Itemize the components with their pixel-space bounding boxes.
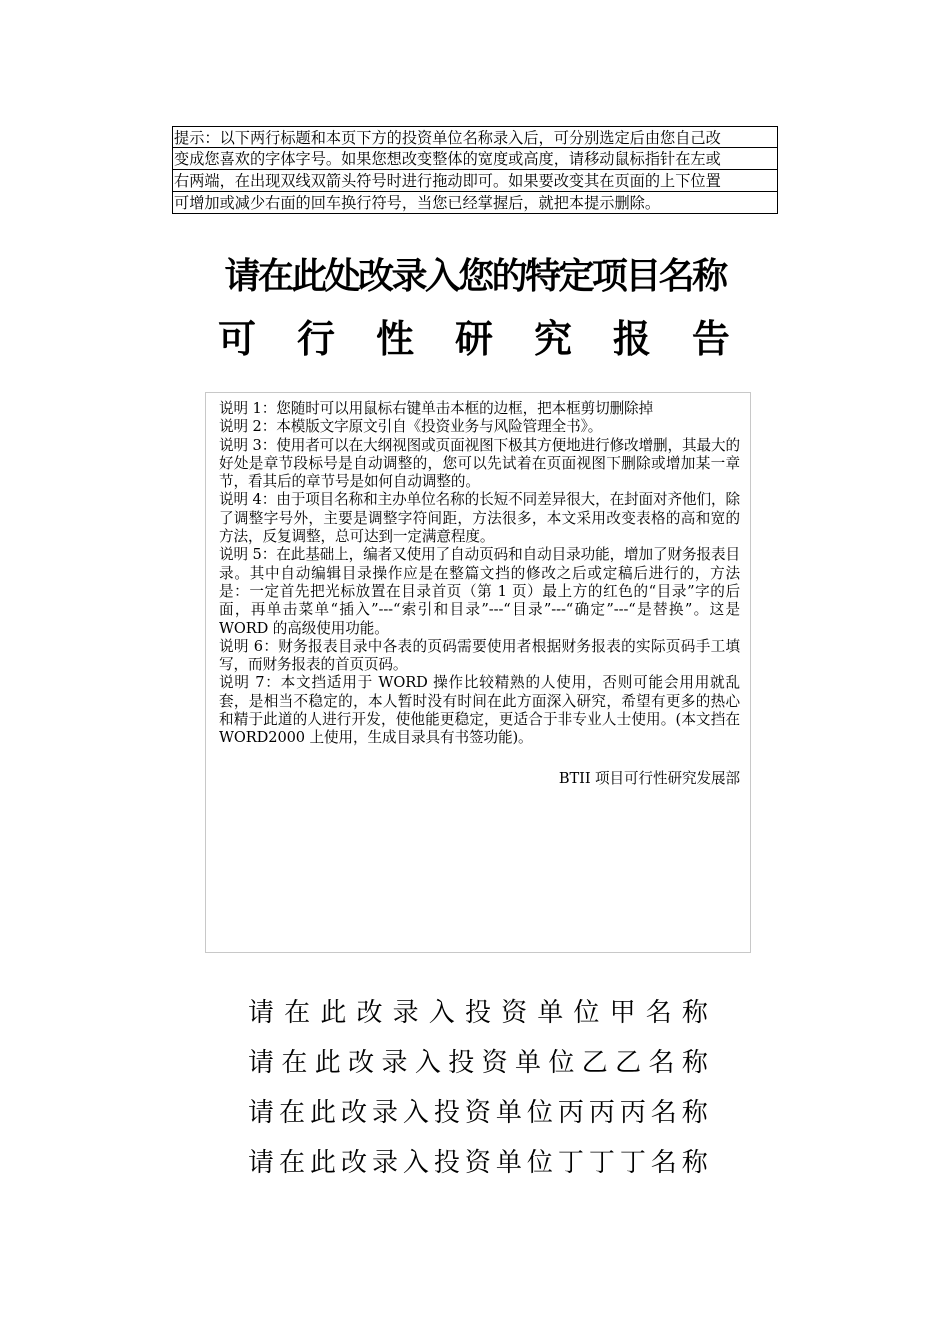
unit-name-char: 单 bbox=[495, 1148, 522, 1178]
subtitle-char: 究 bbox=[533, 316, 572, 361]
unit-name-char: 资 bbox=[464, 1098, 491, 1128]
unit-name-char: 投 bbox=[433, 1148, 460, 1178]
tip-line: 右两端，在出现双线双箭头符号时进行拖动即可。如果要改变其在页面的上下位置 bbox=[172, 170, 778, 192]
note-4: 说明 4：由于项目名称和主办单位名称的长短不同差异很大，在封面对齐他们，除了调整字号外，主要是调整字符间距，方法很多，本文采用改变表格的高和宽的方法，反复调整，总可达到一定满意程度。 bbox=[219, 491, 741, 546]
note-1: 说明 1：您随时可以用鼠标右键单击本框的边框，把本框剪切删除掉 bbox=[219, 400, 654, 417]
unit-name-char: 位 bbox=[548, 1048, 575, 1078]
note-3: 说明 3：使用者可以在大纲视图或页面视图下极其方便地进行修改增删，其最大的好处是章节段标号是自动调整的，您可以先试着在页面视图下删除或增加某一章节，看其后的章节号是如何自动调整的。 bbox=[219, 436, 741, 491]
unit-name-char: 丙 bbox=[619, 1098, 646, 1128]
unit-name-char: 丙 bbox=[588, 1098, 615, 1128]
unit-name-char: 改 bbox=[356, 998, 383, 1028]
unit-name-char: 丁 bbox=[619, 1148, 646, 1178]
unit-name-char: 入 bbox=[414, 1048, 441, 1078]
subtitle-char: 研 bbox=[454, 316, 493, 361]
unit-name-char: 在 bbox=[284, 998, 311, 1028]
unit-name-char: 资 bbox=[464, 1148, 491, 1178]
unit-name-char: 请 bbox=[248, 1048, 275, 1078]
unit-name-char: 单 bbox=[495, 1098, 522, 1128]
unit-name-char: 名 bbox=[650, 1098, 677, 1128]
unit-name-char: 丙 bbox=[557, 1098, 584, 1128]
unit-name-char: 乙 bbox=[615, 1048, 642, 1078]
unit-name-char: 请 bbox=[248, 1148, 275, 1178]
unit-name-char: 录 bbox=[381, 1048, 408, 1078]
department-signature: BTII 项目可行性研究发展部 bbox=[558, 769, 740, 787]
unit-name-char: 在 bbox=[278, 1098, 305, 1128]
unit-name-char: 资 bbox=[501, 998, 528, 1028]
unit-name-line bbox=[248, 1138, 708, 1188]
subtitle-char: 报 bbox=[612, 316, 651, 361]
unit-name-char: 称 bbox=[681, 998, 708, 1028]
tip-line: 提示：以下两行标题和本页下方的投资单位名称录入后，可分别选定后由您自己改 bbox=[172, 126, 778, 148]
subtitle-char: 告 bbox=[691, 316, 730, 361]
unit-name-char: 投 bbox=[433, 1098, 460, 1128]
investment-units bbox=[248, 988, 708, 1188]
unit-name-char: 录 bbox=[371, 1148, 398, 1178]
unit-name-char: 甲 bbox=[609, 998, 636, 1028]
report-subtitle bbox=[218, 312, 730, 366]
unit-name-char: 入 bbox=[402, 1098, 429, 1128]
unit-name-char: 在 bbox=[281, 1048, 308, 1078]
unit-name-char: 称 bbox=[681, 1148, 708, 1178]
subtitle-char: 性 bbox=[375, 316, 414, 361]
unit-name-char: 此 bbox=[309, 1098, 336, 1128]
unit-name-char: 此 bbox=[309, 1148, 336, 1178]
unit-name-char: 乙 bbox=[581, 1048, 608, 1078]
unit-name-char: 名 bbox=[645, 998, 672, 1028]
unit-name-char: 此 bbox=[314, 1048, 341, 1078]
unit-name-char: 位 bbox=[573, 998, 600, 1028]
unit-name-char: 改 bbox=[348, 1048, 375, 1078]
note-6: 说明 6：财务报表目录中各表的页码需要使用者根据财务报表的实际页码手工填写，而财务报表的首页页码。 bbox=[219, 637, 740, 674]
note-5: 说明 5：在此基础上，编者又使用了自动页码和自动目录功能，增加了财务报表目录。其中自动编辑目录操作应是在整篇文挡的修改之后或定稿后进行的，方法是：一定首先把光标放置在目录首页（第 1 页）最上方的红色的“目录”字的后面，再单击菜单“插入”---“索引和目录”---“目录”---“确定”---“是替换”。这是 WORD 的高级使用功能。 bbox=[219, 546, 741, 637]
unit-name-char: 丁 bbox=[557, 1148, 584, 1178]
tip-line: 可增加或减少右面的回车换行符号，当您已经掌握后，就把本提示删除。 bbox=[172, 192, 778, 214]
unit-name-char: 投 bbox=[464, 998, 491, 1028]
unit-name-char: 入 bbox=[402, 1148, 429, 1178]
note-7: 说明 7：本文挡适用于 WORD 操作比较精熟的人使用，否则可能会用用就乱套，是相当不稳定的，本人暂时没有时间在此方面深入研究，希望有更多的热心和精于此道的人进行开发，使他能更稳定，更适合于非专业人士使用。(本文挡在 WORD2000 上使用，生成目录具有书签功能)。 bbox=[219, 674, 740, 747]
subtitle-char: 行 bbox=[296, 316, 335, 361]
instruction-tip-box bbox=[172, 126, 778, 214]
notes-text-box[interactable] bbox=[205, 392, 751, 953]
unit-name-char: 位 bbox=[526, 1148, 553, 1178]
unit-name-char: 入 bbox=[428, 998, 455, 1028]
unit-name-line bbox=[248, 988, 708, 1038]
unit-name-char: 称 bbox=[681, 1098, 708, 1128]
unit-name-char: 单 bbox=[537, 998, 564, 1028]
tip-line: 变成您喜欢的字体字号。如果您想改变整体的宽度或高度，请移动鼠标指针在左或 bbox=[172, 148, 778, 170]
unit-name-char: 资 bbox=[481, 1048, 508, 1078]
unit-name-char: 此 bbox=[320, 998, 347, 1028]
unit-name-char: 改 bbox=[340, 1098, 367, 1128]
unit-name-char: 在 bbox=[278, 1148, 305, 1178]
unit-name-char: 丁 bbox=[588, 1148, 615, 1178]
unit-name-char: 录 bbox=[371, 1098, 398, 1128]
unit-name-char: 单 bbox=[515, 1048, 542, 1078]
unit-name-char: 名 bbox=[648, 1048, 675, 1078]
unit-name-char: 录 bbox=[392, 998, 419, 1028]
unit-name-char: 位 bbox=[526, 1098, 553, 1128]
unit-name-char: 称 bbox=[681, 1048, 708, 1078]
unit-name-char: 请 bbox=[248, 998, 275, 1028]
unit-name-line bbox=[248, 1088, 708, 1138]
note-2: 说明 2：本模版文字原文引自《投资业务与风险管理全书》。 bbox=[219, 418, 603, 436]
subtitle-char: 可 bbox=[218, 316, 257, 361]
unit-name-char: 投 bbox=[448, 1048, 475, 1078]
unit-name-line bbox=[248, 1038, 708, 1088]
unit-name-char: 改 bbox=[340, 1148, 367, 1178]
unit-name-char: 名 bbox=[650, 1148, 677, 1178]
unit-name-char: 请 bbox=[248, 1098, 275, 1128]
project-title: 请在此处改录入您的特定项目名称 bbox=[224, 256, 726, 297]
